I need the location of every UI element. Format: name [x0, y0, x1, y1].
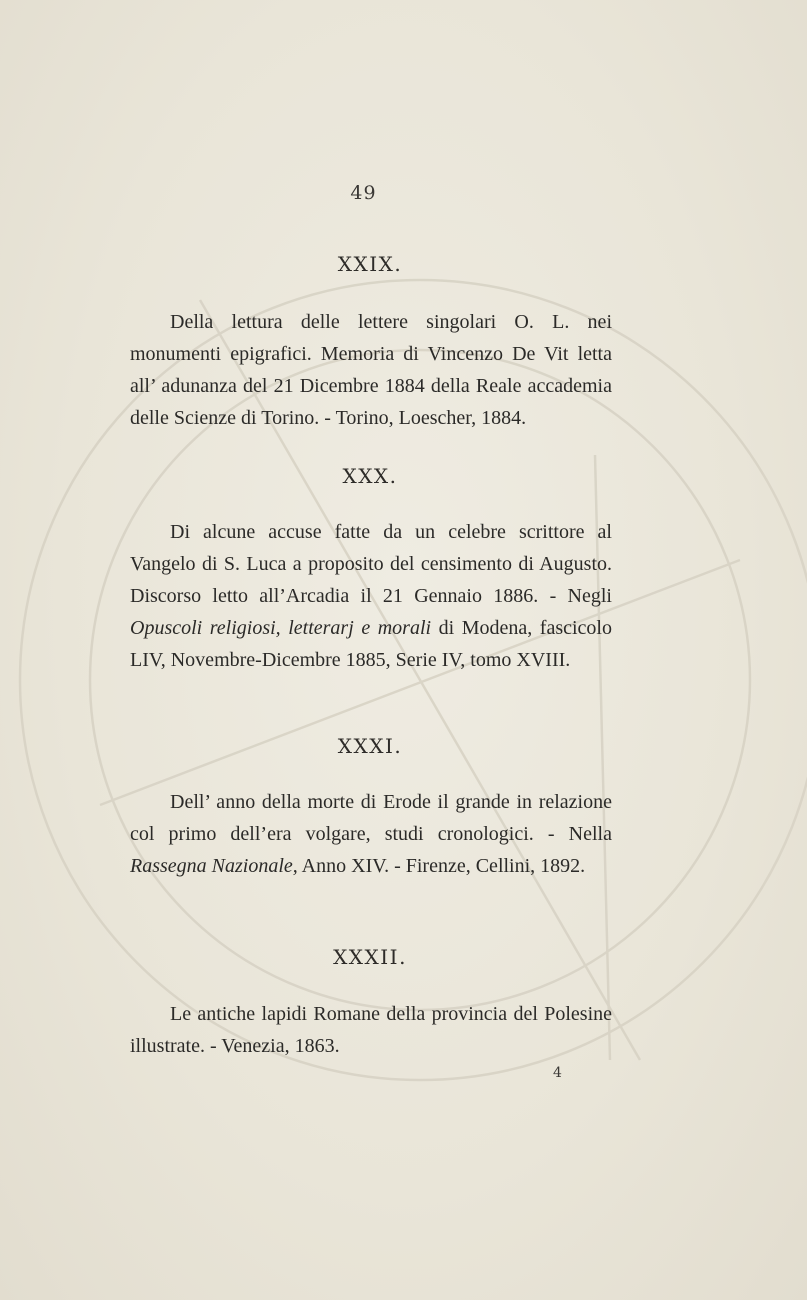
entry-xxix	[130, 306, 612, 434]
entry-text: Di alcune accuse fatte da un celebre scrittore al Vangelo di S. Luca a proposito del censimento di Augusto. Discorso letto all’Arcadia il 21 Gennaio 1886. - Negli	[130, 521, 612, 607]
entry-xxx	[130, 516, 612, 676]
section-heading-xxxii: XXXII.	[333, 945, 407, 969]
entry-xxxi	[130, 786, 612, 882]
entry-text: Le antiche lapidi Romane della provincia del Polesine illustrate. - Venezia, 1863.	[130, 1003, 612, 1057]
signature-mark: 4	[553, 1065, 562, 1081]
section-heading-xxxi: XXXI.	[337, 734, 403, 758]
entry-text-after: di Modena, fascicolo LIV, Novembre-Dicembre 1885, Serie IV, tomo XVIII.	[130, 617, 612, 671]
entry-text: Della lettura delle lettere singolari O. L. nei monumenti epigrafici. Memoria di Vincenzo De Vit letta all’ adunanza del 21 Dicembre 1884 della Reale accademia delle Scienze di Torino. - Torino, Loescher, 1884.	[130, 311, 612, 429]
entry-text: Dell’ anno della morte di Erode il grande in relazione col primo dell’era volgare, studi cronologici. - Nella	[130, 791, 612, 845]
section-heading-xxx: XXX.	[342, 464, 398, 488]
entry-italic-title: Opuscoli religiosi, letterarj e morali	[130, 617, 432, 639]
section-heading-xxix: XXIX.	[337, 252, 403, 276]
page-number: 49	[350, 182, 377, 204]
entry-text-after: Anno XIV. - Firenze, Cellini, 1892.	[297, 855, 586, 877]
entry-italic-title: Rassegna Nazionale,	[130, 855, 298, 877]
entry-xxxii	[130, 998, 612, 1062]
